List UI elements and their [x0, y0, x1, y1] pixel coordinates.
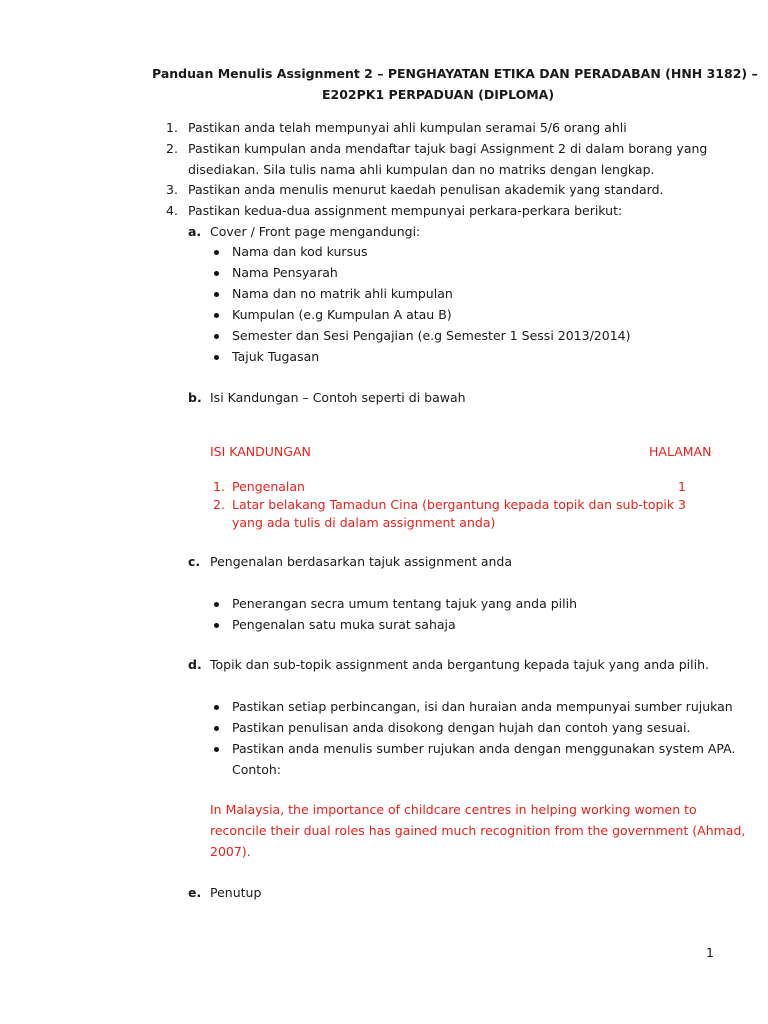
toc-entry-text: Latar belakang Tamadun Cina (bergantung kepada topik dan sub-topik [232, 497, 675, 512]
toc-entry-text-continued: yang ada tulis di dalam assignment anda) [232, 515, 496, 530]
bullet-dot [214, 747, 219, 752]
section-a-bullet: Tajuk Tugasan [232, 349, 320, 364]
toc-entry-number: 1. [213, 479, 225, 494]
toc-entry-number: 2. [213, 497, 225, 512]
section-d-letter: d. [188, 657, 202, 672]
section-d-heading: Topik dan sub-topik assignment anda bergantung kepada tajuk yang anda pilih. [210, 657, 709, 672]
section-d-bullet: Pastikan setiap perbincangan, isi dan huraian anda mempunyai sumber rujukan [232, 699, 733, 714]
bullet-dot [214, 705, 219, 710]
section-a-bullet: Nama Pensyarah [232, 265, 338, 280]
bullet-dot [214, 271, 219, 276]
bullet-dot [214, 292, 219, 297]
section-e-heading: Penutup [210, 885, 262, 900]
apa-example-line2: reconcile their dual roles has gained much recognition from the government (Ahmad, [210, 823, 746, 838]
section-e-letter: e. [188, 885, 202, 900]
document-title-line2: E202PK1 PERPADUAN (DIPLOMA) [322, 87, 555, 102]
section-b-letter: b. [188, 390, 202, 405]
section-a-bullet: Semester dan Sesi Pengajian (e.g Semester 1 Sessi 2013/2014) [232, 328, 631, 343]
section-a-heading: Cover / Front page mengandungi: [210, 224, 421, 239]
document-title-line1: Panduan Menulis Assignment 2 – PENGHAYATAN ETIKA DAN PERADABAN (HNH 3182) – [152, 66, 758, 81]
bullet-dot [214, 623, 219, 628]
section-a-bullet: Kumpulan (e.g Kumpulan A atau B) [232, 307, 452, 322]
bullet-dot [214, 334, 219, 339]
section-d-bullet: Pastikan anda menulis sumber rujukan anda dengan menggunakan system APA. [232, 741, 736, 756]
section-c-heading: Pengenalan berdasarkan tajuk assignment anda [210, 554, 512, 569]
toc-heading: ISI KANDUNGAN [210, 444, 311, 459]
section-d-bullet-continued: Contoh: [232, 762, 281, 777]
section-c-bullet: Penerangan secra umum tentang tajuk yang anda pilih [232, 596, 578, 611]
bullet-dot [214, 250, 219, 255]
section-d-bullet: Pastikan penulisan anda disokong dengan hujah dan contoh yang sesuai. [232, 720, 691, 735]
toc-page-heading: HALAMAN [649, 444, 712, 459]
bullet-dot [214, 602, 219, 607]
section-a-bullet: Nama dan kod kursus [232, 244, 368, 259]
section-a-letter: a. [188, 224, 202, 239]
list-item-text: Pastikan anda menulis menurut kaedah penulisan akademik yang standard. [188, 182, 664, 197]
bullet-dot [214, 355, 219, 360]
list-item-number: 1. [166, 120, 178, 135]
section-b-heading: Isi Kandungan – Contoh seperti di bawah [210, 390, 466, 405]
list-item-text: Pastikan kumpulan anda mendaftar tajuk bagi Assignment 2 di dalam borang yang [188, 141, 708, 156]
section-a-bullet: Nama dan no matrik ahli kumpulan [232, 286, 453, 301]
toc-entry-text: Pengenalan [232, 479, 305, 494]
toc-entry-page: 1 [678, 479, 686, 494]
section-c-bullet: Pengenalan satu muka surat sahaja [232, 617, 456, 632]
page-number: 1 [706, 945, 714, 960]
list-item-text: Pastikan kedua-dua assignment mempunyai perkara-perkara berikut: [188, 203, 623, 218]
bullet-dot [214, 313, 219, 318]
section-c-letter: c. [188, 554, 201, 569]
bullet-dot [214, 726, 219, 731]
apa-example-line1: In Malaysia, the importance of childcare centres in helping working women to [210, 802, 697, 817]
list-item-text: Pastikan anda telah mempunyai ahli kumpulan seramai 5/6 orang ahli [188, 120, 627, 135]
list-item-text-continued: disediakan. Sila tulis nama ahli kumpulan dan no matriks dengan lengkap. [188, 162, 655, 177]
apa-example-line3: 2007). [210, 844, 251, 859]
list-item-number: 4. [166, 203, 178, 218]
toc-entry-page: 3 [678, 497, 686, 512]
list-item-number: 2. [166, 141, 178, 156]
list-item-number: 3. [166, 182, 178, 197]
